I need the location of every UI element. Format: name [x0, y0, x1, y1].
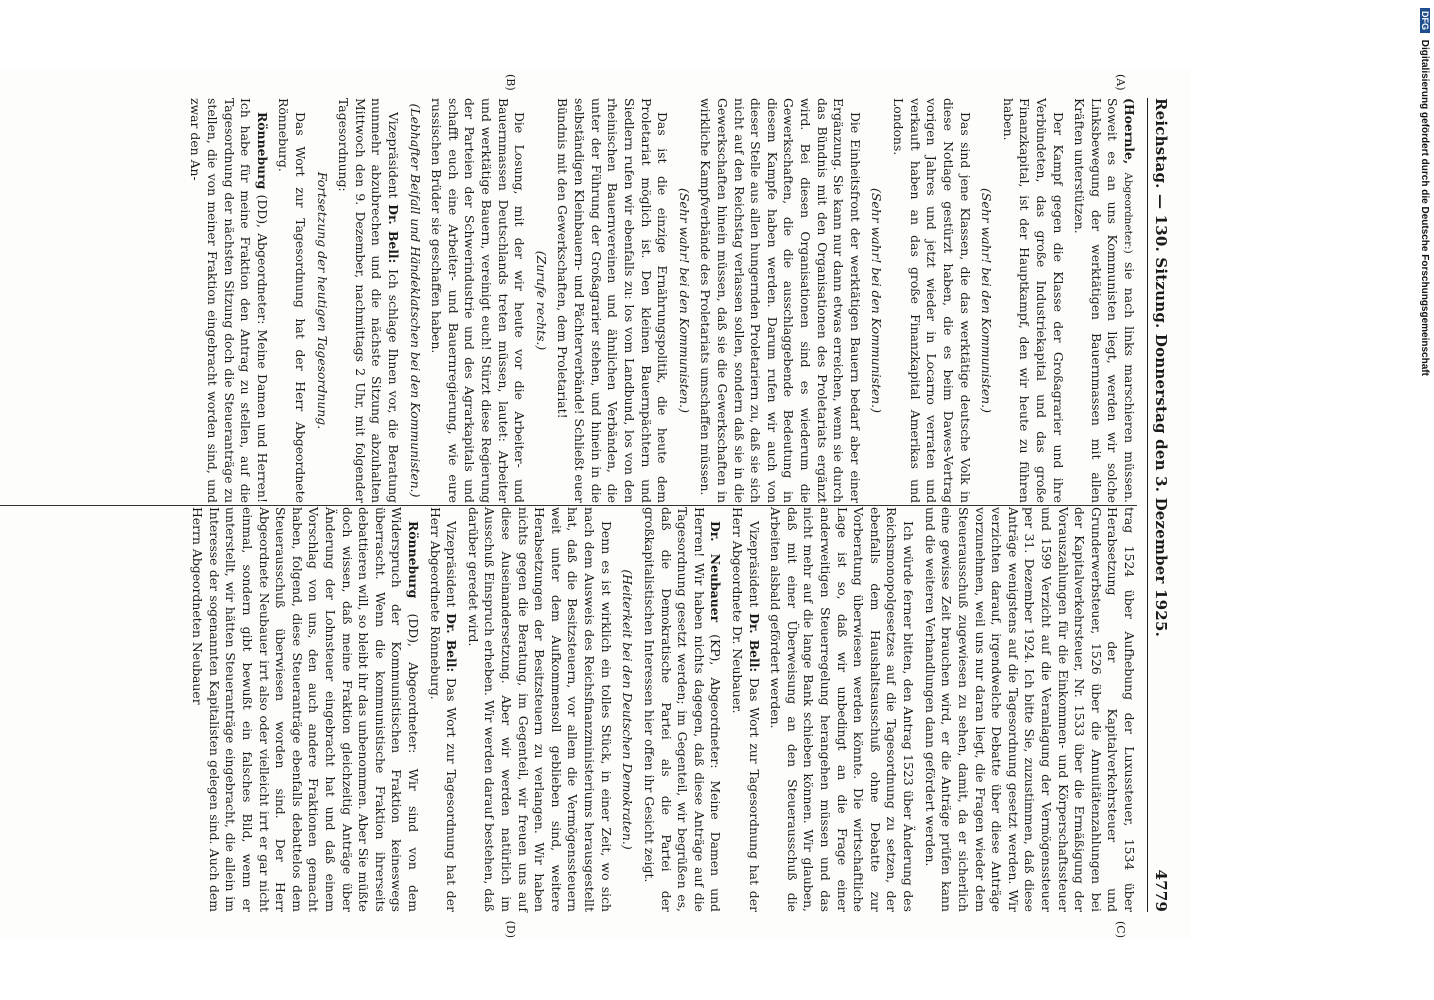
speaker-party: (KP),	[708, 634, 724, 666]
interjection: (Sehr wahr! bei den Kommunisten.)	[676, 188, 692, 413]
interjection: Fortsetzung der heutigen Tagesordnung.	[314, 171, 330, 430]
interjection: (Sehr wahr! bei den Kommunisten.)	[869, 188, 885, 413]
interjection: (Lebhafter Beifall und Händeklatschen bei den Kommunisten.)	[407, 103, 423, 498]
president-title: Vizepräsident	[746, 521, 762, 608]
speaker-party: (DD),	[254, 194, 270, 228]
speech-text: Abgeordneter: Meine Damen und Herren! Ich habe für meine Fraktion den Antrag zu stellen, auf die Tagesordnung der nächsten Sitzung doch die Steueranträge zu stellen, die von meiner Fraktion eingebracht worden sind, und zwar den An-	[188, 98, 270, 503]
speaker-role: Abgeordneter:)	[1122, 172, 1134, 254]
president-statement	[335, 98, 401, 503]
president-title: Vizepräsident	[386, 112, 402, 199]
speaker-name: Rönneburg	[406, 521, 422, 599]
margin-letter-c: (C)	[1114, 921, 1127, 938]
president-title: Vizepräsident	[444, 521, 460, 608]
president-statement	[728, 507, 761, 912]
paragraph: Das ist die einzige Ernährungspolitik, die heute dem Proletariat möglich ist. Den kleinen Bauernpächtern und Siedlern rufen wir ebenfalls zu: los vom Landbund, los von den rheinischen Bauernvereinen und ähnlichen Verbänden, die unter der Führung der Großagrarier stehen, und hinein in die selbständigen Kleinbauern- und Pächterverbände! Schließt euer Bündnis mit den Gewerkschaften, dem Proletariat!	[555, 98, 671, 503]
speaker-party: (DD),	[406, 613, 422, 647]
speech-paragraph	[188, 507, 421, 912]
speech-continuation	[1071, 98, 1137, 503]
speech-text: sie nach links marschieren müssen. Soweit es an uns Kommunisten liegt, werden wir solche Linksbewegung der werktätigen Bauernmassen mit allen Kräften unterstützen.	[1072, 98, 1137, 503]
speech-text: Abgeordneter: Wir sind von dem Widerspruch der Kommunistischen Fraktion keineswegs überrascht. Wenn die kommunistische Fraktion ihrerseits debattieren will, so bleibt ihr das unbenommen. Aber Sie müßte doch wissen, daß meine Fraktion gleichzeitig Anträge über Änderung der Lohnsteuer eingebracht hat und daß einem Vorschlag von uns, den auch andere Fraktionen gemacht haben, folgend, diese Steueranträge ebenfalls debattelos dem Steuerausschuß überwiesen worden sind. Der Herr Abgeordnete Neubauer irrt also oder vielleicht irrt er gar nicht einmal, sondern gibt bewußt ein falsches Bild, wenn er unterstellt, wir hätten Steueranträge eingebracht, die allein im Interesse der sogenannten Kapitalisten gelegen sind. Auch dem Herrn Abgeordneten Neubauer	[190, 507, 422, 912]
interjection: (Heiterkeit bei den Deutschen Demokraten.)	[620, 569, 636, 850]
margin-letter-b: (B)	[504, 74, 517, 91]
paragraph: Ich würde ferner bitten, den Antrag 1523 über Änderung des Reichsmonopolgesetzes auf die Tagesordnung zu setzen, der ebenfalls dem Haushaltsausschuß ohne Debatte zur Vorberatung überwiesen werden könnte. Die wirtschaftliche Lage ist so, daß wir unbedingt an die Frage einer anderweitigen Steuerregelung herangehen müssen und das nicht mehr auf die lange Bank schieben können. Wir glauben, daß mit einer Überweisung an den Steuerausschuß die Arbeiten alsbald gefördert werden.	[768, 507, 917, 912]
paragraph: Denn es ist wirklich ein tolles Stück, in einer Zeit, wo sich nach dem Ausweis des Reichsfinanzministeriums herausgestellt hat, daß die Besitzsteuern, vor allem die Vermögenssteuern weit unter dem Aufkommensoll geblieben sind, weitere Herabsetzungen der Besitzsteuern zu verlangen. Wir haben nichts gegen die Beratung, im Gegenteil, wir freuen uns auf diese Auseinandersetzung. Aber wir werden natürlich im Ausschuß Einspruch erheben. Wir werden darauf bestehen, daß darüber geredet wird.	[465, 507, 614, 912]
side-credit	[1412, 8, 1432, 988]
document-page	[0, 70, 1190, 940]
speech-paragraph	[187, 98, 270, 503]
text-columns	[0, 74, 1137, 938]
speech-paragraph	[640, 507, 723, 912]
paragraph: trag 1524 über Aufhebung der Luxussteuer, 1534 über Herabsetzung der Kapitalverkehrsteuer und Grunderwerbsteuer, 1526 über die Annuitätenzahlungen bei der Kapitalverkehrsteuer, Nr. 1533 über die Ermäßigung der Vorauszahlungen für die Einkommen- und Körperschaftssteuer und 1599 Verzicht auf die Veranlagung der Vermögenssteuer per 31. Dezember 1924. Ich bitte Sie, zuzustimmen, daß diese Anträge wenigstens auf die Tagesordnung gesetzt werden. Wir verzichten darauf, irgendwelche Debatte über diese Anträge vorzunehmen, weil uns nur daran liegt, die Fragen wieder dem Steuerausschuß zugewiesen zu sehen, damit, da er sicherlich eine gewisse Zeit brauchen wird, er die Anträge prüfen kann und die weiteren Verhandlungen dann gefördert werden.	[922, 507, 1137, 912]
running-head: Reichstag. — 130. Sitzung. Donnerstag den 3. Dezember 1925.	[1152, 98, 1170, 637]
margin-letter-a: (A)	[1114, 74, 1127, 91]
paragraph: Die Losung, mit der wir heute vor die Arbeiter- und Bauernmassen Deutschlands treten müssen, lautet: Arbeiter und werktätige Bauern, vereinigt euch! Stürzt diese Regierung der Parteien der Schwerindustrie und des Agrarkapitals und schafft euch eine Arbeiter- und Bauernregierung, wie eure russischen Brüder sie geschaffen haben.	[429, 98, 528, 503]
page-number: 4779	[1152, 869, 1170, 912]
page-header	[1147, 98, 1170, 912]
column-divider	[0, 505, 1137, 506]
left-column	[0, 98, 1137, 503]
speaker-name: Rönneburg	[254, 112, 270, 190]
speech-text: Das Wort zur Tagesordnung hat der Herr Abgeordnete Dr. Neubauer.	[729, 507, 762, 912]
margin-letter-d: (D)	[504, 920, 517, 938]
interjection: (Sehr wahr! bei den Kommunisten.)	[979, 188, 995, 413]
speaker-name: Dr. Bell:	[444, 613, 460, 673]
speech-text: Abgeordneter: Meine Damen und Herren! Wir haben nichts dagegen, daß diese Anträge auf die Tagesordnung gesetzt werden; im Gegenteil, wir begrüßen es, daß die Demokratische Partei als die Partei der großkapitalistischen Interessen hier offen ihr Gesicht zeigt.	[641, 507, 724, 912]
speaker-name: Dr. Neubauer	[708, 521, 724, 623]
paragraph: Das Wort zur Tagesordnung hat der Herr Abgeordnete Rönneburg.	[276, 98, 308, 503]
speech-text: Das Wort zur Tagesordnung hat der Herr Abgeordnete Rönneburg.	[427, 507, 460, 912]
speaker-name: (Hoernle,	[1122, 98, 1137, 165]
digitization-credit: Digitalisierung gefördert durch die Deutsche Forschungsgemeinschaft	[1419, 39, 1430, 376]
dfg-logo-badge: DFG	[1420, 8, 1430, 33]
paragraph: Die Einheitsfront der werktätigen Bauern bedarf aber einer Ergänzung. Sie kann nur dann etwas erreichen, wenn sie durch das Bündnis mit den Organisationen des Proletariats ergänzt wird. Bei diesen Organisationen sind es wiederum die Gewerkschaften, die die ausschlaggebende Bedeutung in diesem Kampfe haben werden. Darum rufen wir auch von dieser Stelle aus allen hungernden Proletariern zu, daß sie sich nicht auf den Reichstag verlassen sollen, sondern daß sie in die Gewerkschaften hinein müssen, daß sie die Gewerkschaften in wirkliche Kampfverbände des Proletariats umschaffen müssen.	[698, 98, 863, 503]
side-credit-text	[1419, 8, 1430, 376]
right-column	[0, 507, 1137, 912]
speaker-name: Dr. Bell:	[746, 613, 762, 673]
speaker-name: Dr. Bell:	[386, 204, 402, 264]
president-statement	[426, 507, 459, 912]
paragraph: Das sind jene Klassen, die das werktätige deutsche Volk in diese Notlage gestürzt haben, die es beim Dawes-Vertrag vorigen Jahres und jetzt wieder in Locarno verraten und verkauft haben an das große Finanzkapital Amerikas und Londons.	[891, 98, 973, 503]
paragraph: Der Kampf gegen die Klasse der Großagrarier und ihre Verbündeten, das große Industriekapital und das große Finanzkapital, ist der Hauptkampf, den wir heute zu führen haben.	[1000, 98, 1066, 503]
speech-text: Ich schlage Ihnen vor, die Beratung nunmehr abzubrechen und die nächste Sitzung abzuhalten Mittwoch den 9. Dezember, nachmittags 2 Uhr, mit folgender Tagesordnung:	[336, 98, 402, 503]
interjection: (Zurufe rechts.)	[533, 250, 549, 351]
